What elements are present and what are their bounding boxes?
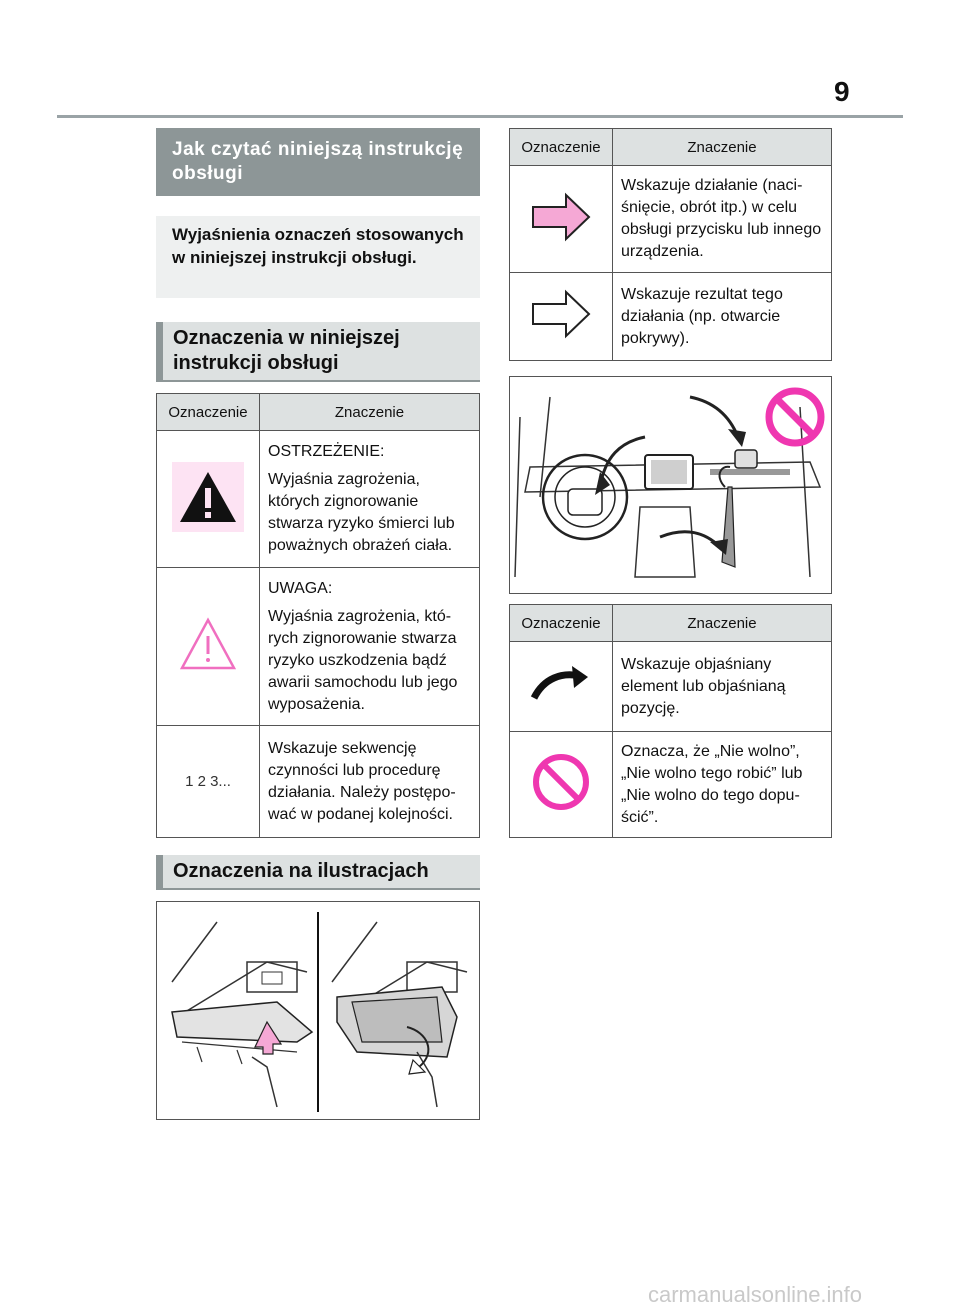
row-text: Wskazuje rezultat tego działania (np. otwarcie pokrywy).	[621, 285, 783, 347]
page-number: 9	[834, 76, 850, 107]
row-text: Wskazuje działanie (naciśnięcie, obrót itp.) w celu obsługi przycisku lub innego urządzenia.	[621, 177, 822, 260]
symbols-table-right-top	[509, 128, 832, 361]
row-label: OSTRZEŻENIE:	[268, 443, 385, 460]
col-header-meaning: Znaczenie	[613, 129, 832, 166]
row-text: Oznacza, że „Nie wolno”, „Nie wolno tego robić” lub „Nie wolno do tego dopuścić”.	[621, 742, 803, 826]
col-header-symbol: Oznaczenie	[510, 129, 613, 166]
table-row	[510, 642, 832, 732]
col-header-symbol: Oznaczenie	[157, 394, 260, 431]
col-header-meaning: Znaczenie	[260, 394, 480, 431]
illustration-overhead-console	[156, 901, 480, 1120]
intro-text: Wyjaśnienia oznaczeń stosowanych w niniejszej instrukcji obsługi.	[156, 216, 480, 298]
cabin-illustration	[510, 377, 831, 593]
symbols-table-right-bottom	[509, 604, 832, 838]
row-text: Wyjaśnia zagrożenia, których zignorowanie stwarza ryzyko śmierci lub poważnych obrażeń ciała.	[268, 471, 455, 554]
row-text: Wskazuje objaśniany element lub objaśnianą pozycję.	[621, 655, 786, 717]
sequence-numbers-icon: 1 2 3...	[185, 772, 231, 790]
illustration-cabin	[509, 376, 832, 594]
col-header-meaning: Znaczenie	[613, 605, 832, 642]
symbols-table-left	[156, 393, 480, 838]
pointer-arrow-icon	[530, 664, 592, 704]
section-heading-markings: Oznaczenia w niniejszej instrukcji obsługi	[156, 322, 480, 382]
action-arrow-pink-icon	[530, 192, 592, 242]
result-arrow-outline-icon	[530, 289, 592, 339]
col-header-symbol: Oznaczenie	[510, 605, 613, 642]
chapter-title: Jak czytać niniejszą instrukcję obsługi	[156, 128, 480, 196]
row-text: Wyjaśnia zagrożenia, których zignorowanie stwarza ryzyko uszkodzenia bądź awarii samochodu lub jego wyposażenia.	[268, 607, 458, 713]
table-row	[157, 431, 480, 568]
table-row	[157, 568, 480, 726]
caution-triangle-icon	[178, 616, 238, 672]
row-text: Wskazuje sekwencję czynności lub procedurę działania. Należy postępować w podanej kolejności.	[268, 739, 456, 823]
table-row	[510, 732, 832, 838]
overhead-console-illustration	[157, 902, 479, 1119]
row-label: UWAGA:	[268, 579, 333, 597]
table-row	[510, 166, 832, 273]
table-row	[157, 726, 480, 838]
prohibited-icon	[530, 751, 592, 813]
watermark: carmanualsonline.info	[648, 1282, 863, 1307]
top-divider	[57, 115, 903, 118]
section-heading-illustrations: Oznaczenia na ilustracjach	[156, 855, 480, 890]
warning-triangle-icon	[172, 462, 244, 532]
table-row	[510, 273, 832, 361]
